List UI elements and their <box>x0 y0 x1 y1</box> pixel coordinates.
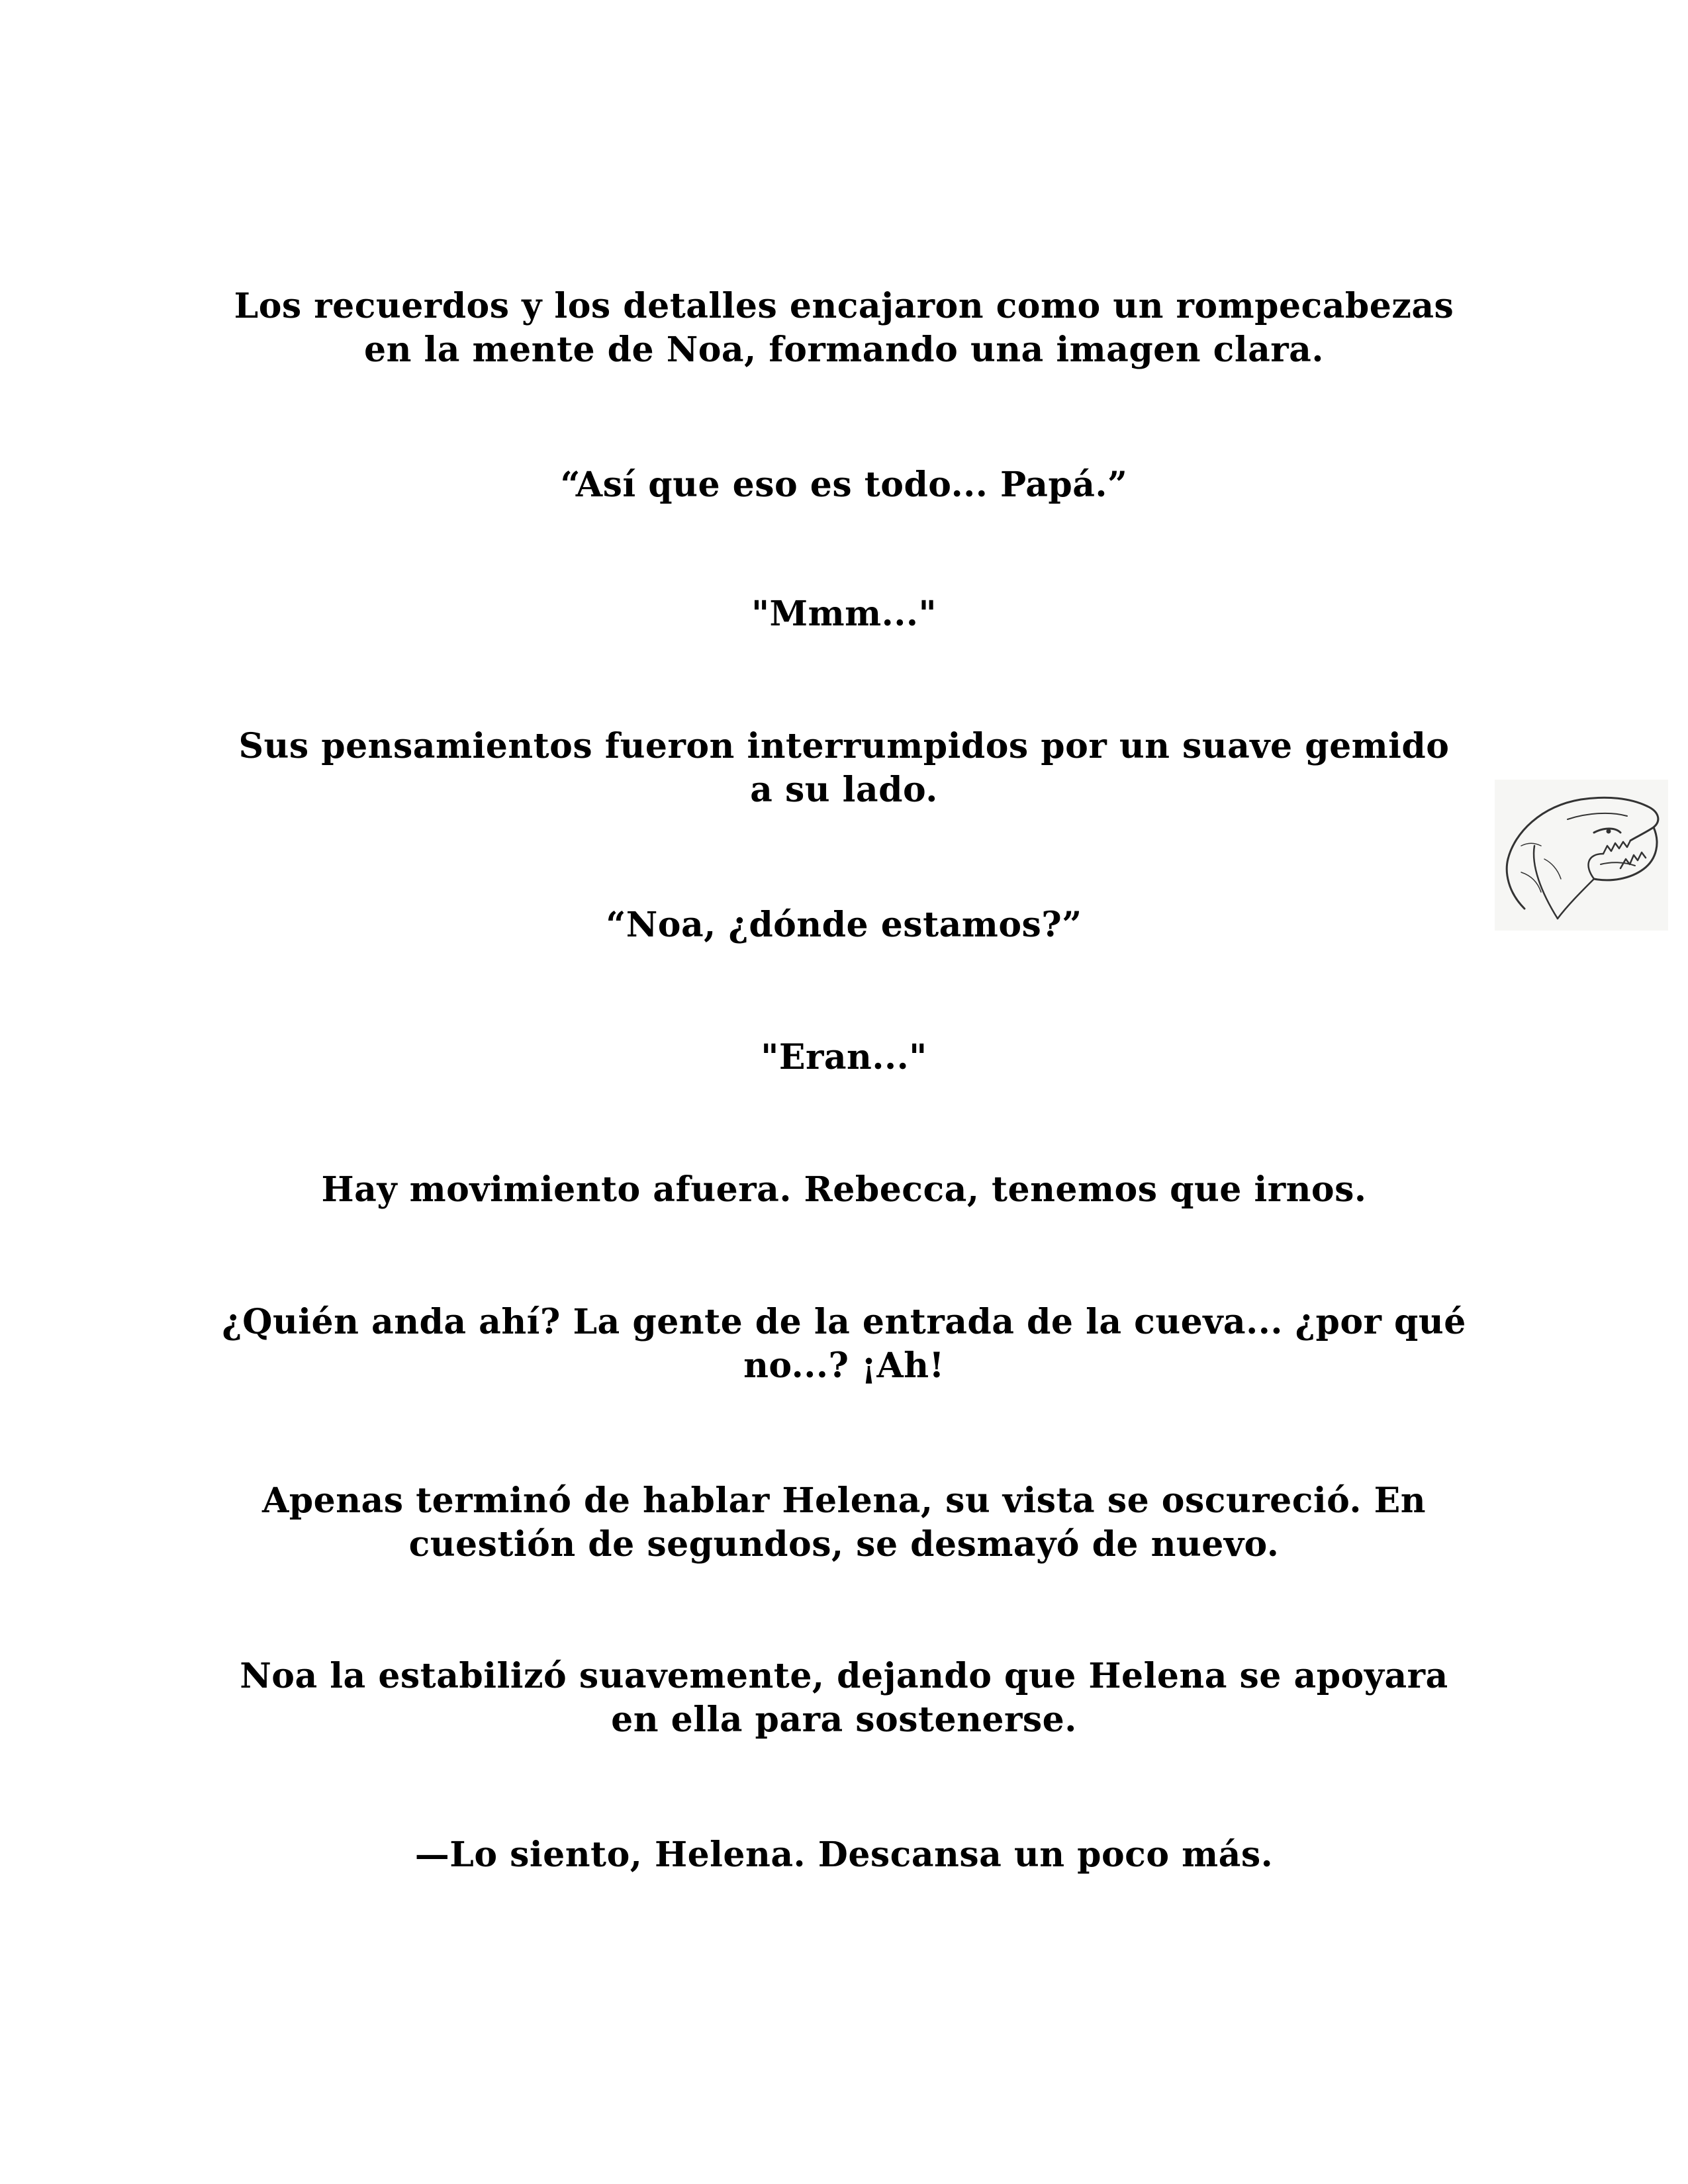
paragraph-10: Noa la estabilizó suavemente, dejando que Helena se apoyara en ella para sostenerse. <box>240 1656 1448 1740</box>
paragraph-5: “Noa, ¿dónde estamos?” <box>606 905 1082 945</box>
dinosaur-head-sketch-icon <box>1495 780 1668 931</box>
paragraph-9: Apenas terminó de hablar Helena, su vista se oscureció. En cuestión de segundos, se desmayó de nuevo. <box>261 1480 1427 1565</box>
paragraph-3: "Mmm..." <box>751 594 937 634</box>
paragraph-11: —Lo siento, Helena. Descansa un poco más. <box>414 1835 1274 1875</box>
paragraph-6: "Eran..." <box>761 1037 927 1077</box>
paragraph-4: Sus pensamientos fueron interrumpidos por un suave gemido a su lado. <box>238 726 1450 810</box>
paragraph-7: Hay movimiento afuera. Rebecca, tenemos que irnos. <box>321 1169 1367 1210</box>
paragraph-8: ¿Quién anda ahí? La gente de la entrada de la cueva... ¿por qué no...? ¡Ah! <box>222 1302 1466 1386</box>
paragraph-1: Los recuerdos y los detalles encajaron como un rompecabezas en la mente de Noa, formando una imagen clara. <box>234 286 1454 370</box>
paragraph-2: “Así que eso es todo... Papá.” <box>560 465 1128 505</box>
